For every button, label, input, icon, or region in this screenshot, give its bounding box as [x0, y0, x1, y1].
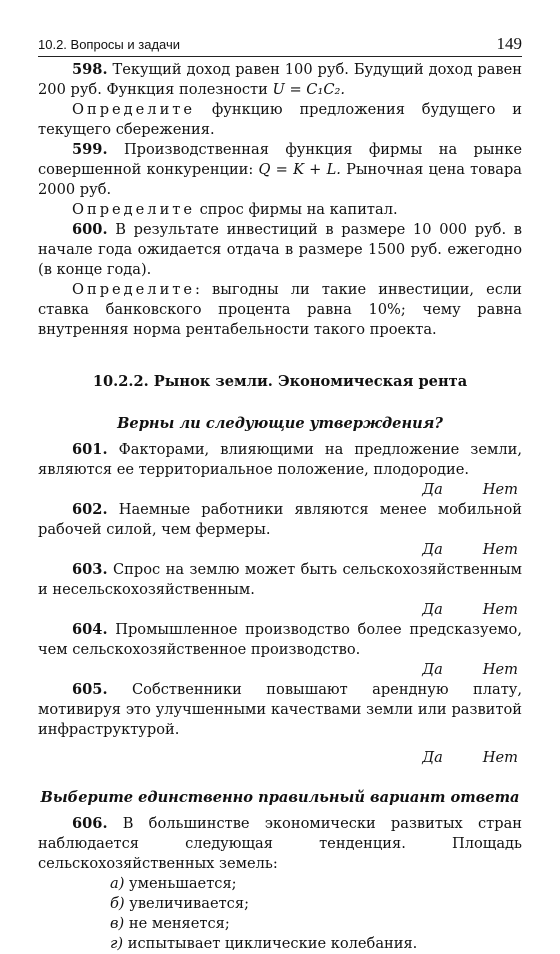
task-number: 600.	[72, 221, 108, 238]
running-header	[38, 34, 522, 57]
task-600-define: Определите: выгодны ли такие инвестиции, если ставка банковского процента равна 10%; чему равна внутренняя норма рентабельности такого проекта.	[38, 281, 522, 338]
yes-option: Да	[422, 541, 443, 558]
yes-option: Да	[422, 601, 443, 618]
no-option: Нет	[482, 749, 518, 766]
statement-602: 602. Наемные работники являются менее мобильной рабочей силой, чем фермеры.	[38, 501, 522, 538]
answer-choices	[38, 660, 522, 680]
yes-option: Да	[422, 661, 443, 678]
formula: Q = K + L.	[258, 161, 341, 178]
answer-options	[38, 874, 522, 954]
page-body	[38, 60, 522, 954]
yes-option: Да	[422, 481, 443, 498]
yes-option: Да	[422, 749, 443, 766]
formula: U = C₁C₂.	[272, 81, 345, 98]
page-number: 149	[496, 34, 522, 53]
no-option: Нет	[482, 661, 518, 678]
task-number: 606.	[72, 815, 108, 832]
option-a: а) уменьшается;	[110, 875, 237, 892]
no-option: Нет	[482, 541, 518, 558]
statement-601: 601. Факторами, влияющими на предложение земли, являются ее территориальное положение, плодородие.	[38, 441, 522, 478]
statement-603: 603. Спрос на землю может быть сельскохозяйственным и несельскохозяйственным.	[38, 561, 522, 598]
statement-604: 604. Промышленное производство более предсказуемо, чем сельскохозяйственное производство.	[38, 621, 522, 658]
section-title: 10.2.2. Рынок земли. Экономическая рента	[92, 373, 468, 390]
option-b: б) увеличивается;	[110, 895, 249, 912]
task-606: 606. В большинстве экономически развитых стран наблюдается следующая тенденция. Площадь сельскохозяйственных земель:	[38, 815, 522, 872]
define-keyword: Определите	[72, 101, 195, 118]
choice-title: Выберите единственно правильный вариант ответа	[40, 789, 520, 806]
define-keyword: Определите	[72, 201, 195, 218]
answer-choices	[38, 748, 522, 768]
section-heading: 10.2. Вопросы и задачи	[38, 37, 181, 52]
no-option: Нет	[482, 601, 518, 618]
task-600: 600. В результате инвестиций в размере 10 000 руб. в начале года ожидается отдача в размере 1500 руб. ежегодно (в конце года).	[38, 221, 522, 278]
task-598: 598. Текущий доход равен 100 руб. Будущий доход равен 200 руб. Функция полезности U = C₁C₂.	[38, 61, 522, 98]
statement-605: 605. Собственники повышают арендную плату, мотивируя это улучшенными качествами земли или развитой инфраструктурой.	[38, 681, 522, 738]
no-option: Нет	[482, 481, 518, 498]
task-number: 599.	[72, 141, 108, 158]
option-c: в) не меняется;	[110, 915, 230, 932]
define-keyword: Определите	[72, 281, 195, 298]
answer-choices	[38, 540, 522, 560]
truefalse-title: Верны ли следующие утверждения?	[117, 415, 443, 432]
answer-choices	[38, 480, 522, 500]
answer-choices	[38, 600, 522, 620]
option-d: г) испытывает циклические колебания.	[110, 935, 418, 952]
task-598-define: Определите функцию предложения будущего и текущего сбережения.	[38, 101, 522, 138]
task-number: 598.	[72, 61, 108, 78]
task-599: 599. Производственная функция фирмы на рынке совершенной конкуренции: Q = K + L. Рыночная цена товара 2000 руб.	[38, 141, 523, 198]
task-599-define: Определите спрос фирмы на капитал.	[72, 201, 398, 218]
